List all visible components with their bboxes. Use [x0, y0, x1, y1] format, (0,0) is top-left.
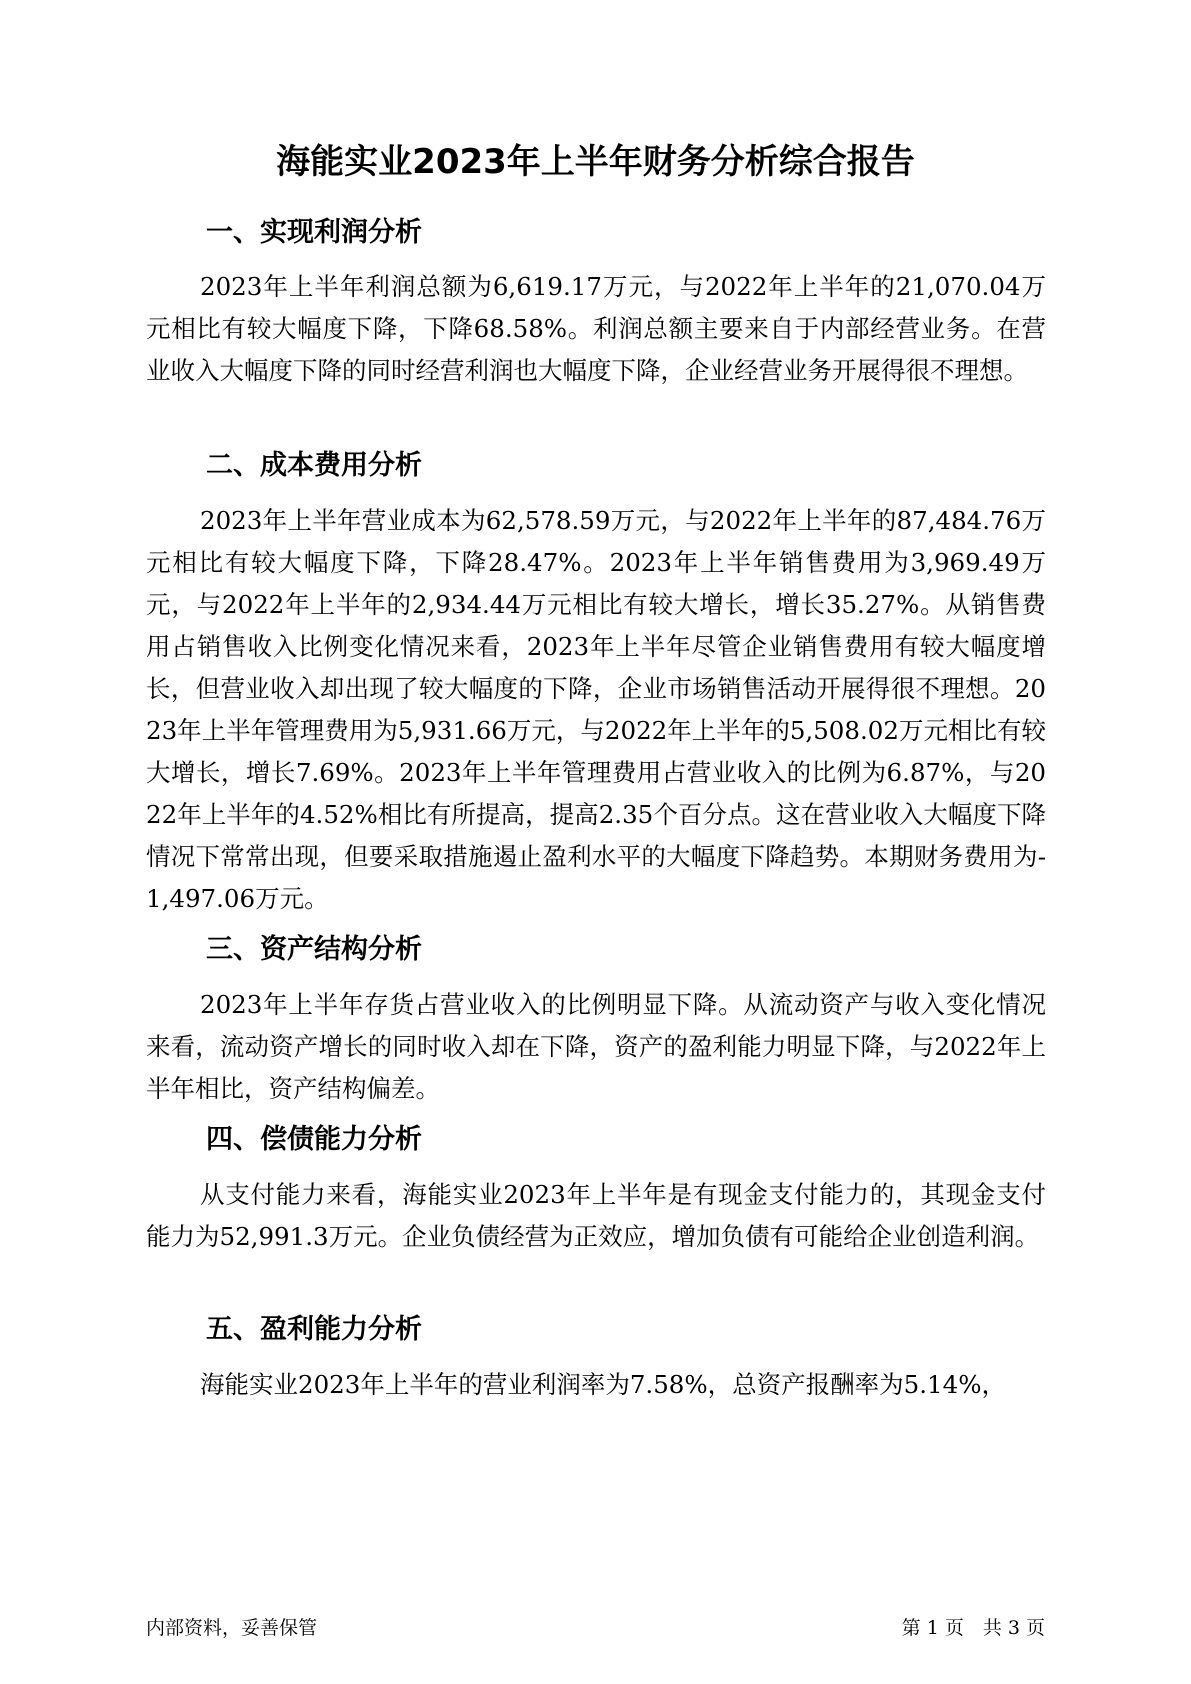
section-paragraph-solvency: 从支付能力来看，海能实业2023年上半年是有现金支付能力的，其现金支付能力为52,991.3万元。企业负债经营为正效应，增加负债有可能给企业创造利润。	[146, 1180, 1046, 1251]
section-heading-assets: 三、资产结构分析	[206, 934, 422, 965]
footer-page-number: 第 1 页 共 3 页	[901, 1617, 1045, 1639]
section-paragraph-profit: 2023年上半年利润总额为6,619.17万元，与2022年上半年的21,070.04万元相比有较大幅度下降，下降68.58%。利润总额主要来自于内部经营业务。在营业收入大幅度下降的同时经营利润也大幅度下降，企业经营业务开展得很不理想。	[146, 272, 1046, 385]
section-heading-profit: 一、实现利润分析	[206, 217, 422, 248]
footer-confidential-note: 内部资料，妥善保管	[146, 1617, 318, 1639]
section-paragraph-profitability: 海能实业2023年上半年的营业利润率为7.58%，总资产报酬率为5.14%，	[200, 1370, 1007, 1399]
section-heading-solvency: 四、偿债能力分析	[206, 1124, 422, 1155]
section-paragraph-cost: 2023年上半年营业成本为62,578.59万元，与2022年上半年的87,484.76万元相比有较大幅度下降，下降28.47%。2023年上半年销售费用为3,969.49万元，与2022年上半年的2,934.44万元相比有较大增长，增长35.27%。从销售费用占销售收入比例变化情况来看，2023年上半年尽管企业销售费用有较大幅度增长，但营业收入却出现了较大幅度的下降，企业市场销售活动开展得很不理想。2023年上半年管理费用为5,931.66万元，与2022年上半年的5,508.02万元相比有较大增长，增长7.69%。2023年上半年管理费用占营业收入的比例为6.87%，与2022年上半年的4.52%相比有所提高，提高2.35个百分点。这在营业收入大幅度下降情况下常常出现，但要采取措施遏止盈利水平的大幅度下降趋势。本期财务费用为-1,497.06万元。	[146, 506, 1046, 913]
section-heading-cost: 二、成本费用分析	[206, 450, 422, 481]
section-paragraph-assets: 2023年上半年存货占营业收入的比例明显下降。从流动资产与收入变化情况来看，流动资产增长的同时收入却在下降，资产的盈利能力明显下降，与2022年上半年相比，资产结构偏差。	[146, 990, 1046, 1103]
document-title: 海能实业2023年上半年财务分析综合报告	[276, 142, 915, 182]
section-heading-profitability: 五、盈利能力分析	[206, 1314, 422, 1345]
